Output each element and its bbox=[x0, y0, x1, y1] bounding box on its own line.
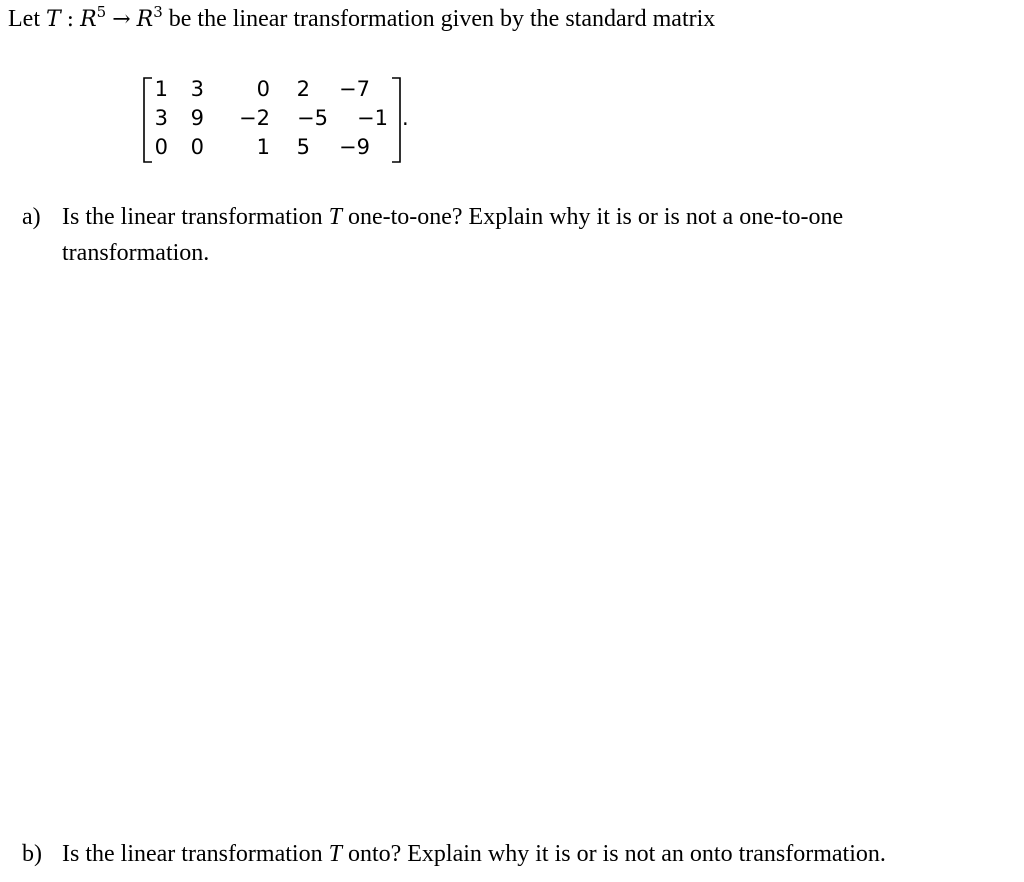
matrix-cell-r3c3: 1 bbox=[256, 135, 270, 159]
question-b bbox=[22, 836, 886, 872]
domain-exponent: 5 bbox=[96, 3, 107, 21]
question-a-line-1 bbox=[62, 199, 843, 235]
matrix-cell-r2c1: 3 bbox=[154, 106, 168, 130]
right-bracket bbox=[392, 78, 400, 162]
matrix-cell-r2c2: 9 bbox=[190, 106, 204, 130]
question-b-variable: T bbox=[328, 841, 342, 867]
codomain-space: R bbox=[136, 7, 154, 32]
matrix-cell-r1c3: 0 bbox=[256, 77, 270, 101]
matrix-cell-r1c5: −7 bbox=[339, 77, 370, 101]
question-a-label: a) bbox=[22, 204, 41, 230]
question-a-text-end: one-to-one? Explain why it is or is not a one-to-one bbox=[347, 204, 844, 230]
question-a-text bbox=[62, 199, 843, 271]
colon: : bbox=[66, 7, 75, 32]
domain-space: R bbox=[80, 7, 97, 32]
intro-let: Let bbox=[8, 6, 40, 32]
matrix-cell-r1c1: 1 bbox=[154, 77, 168, 101]
question-b-text-start: Is the linear transformation bbox=[62, 841, 323, 867]
matrix-cell-r2c4: −5 bbox=[297, 106, 328, 130]
question-a bbox=[22, 199, 844, 266]
codomain-exponent: 3 bbox=[153, 3, 163, 21]
matrix-cell-r2c3: −2 bbox=[239, 106, 270, 130]
transformation-symbol: T bbox=[45, 7, 61, 32]
matrix-trailing-period: . bbox=[402, 106, 409, 130]
question-a-variable: T bbox=[328, 204, 342, 230]
matrix-cell-r3c5: −9 bbox=[339, 135, 370, 159]
matrix-cell-r1c2: 3 bbox=[190, 77, 204, 101]
question-b-label: b) bbox=[22, 841, 42, 867]
question-a-text-start: Is the linear transformation bbox=[62, 204, 323, 230]
matrix-cell-r2c5: −1 bbox=[357, 106, 388, 130]
question-b-text-end: onto? Explain why it is or is not an onto transformation. bbox=[347, 841, 886, 867]
problem-statement bbox=[8, 2, 715, 37]
question-a-line-2: transformation. bbox=[62, 240, 210, 266]
matrix-cell-r3c4: 5 bbox=[296, 135, 310, 159]
matrix-cell-r3c2: 0 bbox=[190, 135, 204, 159]
maps-to-arrow: → bbox=[112, 7, 131, 32]
question-b-line-1 bbox=[62, 836, 886, 872]
standard-matrix bbox=[140, 75, 415, 165]
matrix-cell-r1c4: 2 bbox=[296, 77, 310, 101]
question-b-text bbox=[62, 836, 886, 872]
matrix-cell-r3c1: 0 bbox=[154, 135, 168, 159]
intro-description: be the linear transformation given by the standard matrix bbox=[168, 6, 716, 32]
